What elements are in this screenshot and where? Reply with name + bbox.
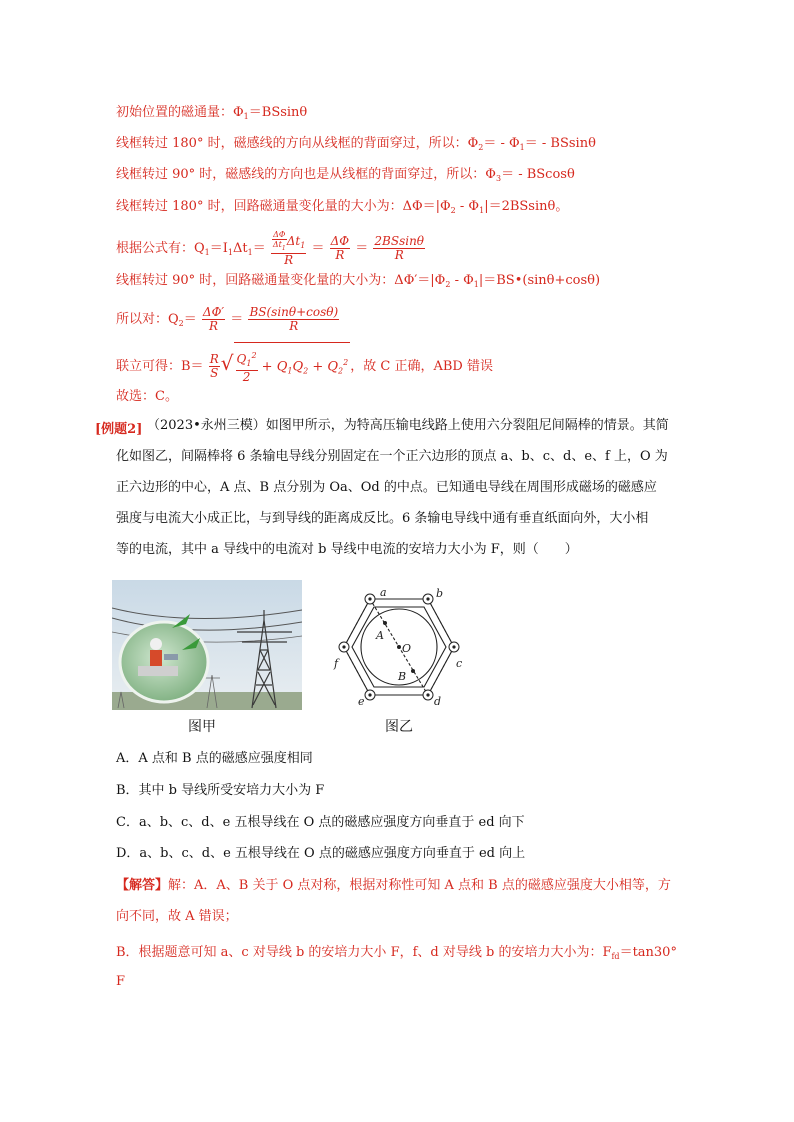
fraction-result-2: $\frac{BS(\sin\theta+\cos\theta)}{R}$ [249,305,339,333]
solution-line-2: 线框转过 180° 时，磁感线的方向从线框的背面穿过，所以：$\Phi_2= - \Phi_1= - BSsin\theta$ [116,136,596,152]
label-d: d [434,695,442,708]
option-a: A．A 点和 B 点的磁感应强度相同 [116,751,313,766]
answer-line-4: F [116,974,126,989]
fraction-r-over-s: $\frac{R}{S}$ [209,352,219,381]
transmission-line-photo [112,580,302,710]
label-b: b [436,587,444,600]
solution-line-7-formula: 所以对：$Q_2=$ $\frac{\Delta\Phi'}{R}$ ＝ $\frac{BS(\sin\theta+\cos\theta)}{R}$ [116,305,339,333]
answer-line-2: 向不同，故 A 错误； [116,909,238,924]
solution-line-3: 线框转过 90° 时，磁感线的方向也是从线框的背面穿过，所以：$\Phi_3= - BScos\theta$ [116,167,575,183]
solution-line-1: 初始位置的磁通量：$\Phi_1=BSsin\theta$ [116,105,308,121]
label-c: c [456,657,463,670]
option-b: B．其中 b 导线所受安培力大小为 F [116,783,325,798]
sqrt-expression: $\frac{Q_1^2}{2}$ + $Q_1Q_2 + Q_2^2$ [234,342,351,391]
fraction-flux-prime: $\frac{\Delta\Phi'}{R}$ [202,305,225,333]
hexagon-diagram [330,585,465,710]
caption-figure-a: 图甲 [188,719,216,735]
label-a: a [380,586,387,599]
option-d: D．a、b、c、d、e 五根导线在 O 点的磁感应强度方向垂直于 ed 向上 [116,846,526,861]
label-A: A [376,629,384,642]
label-B: B [398,670,407,683]
fraction-current: $\frac{\Delta\Phi}{\Delta t_1}$ $\Delta t_1$ R [272,230,306,267]
question-line-2: 化如图乙，间隔棒将 6 条输电导线分别固定在一个正六边形的顶点 a、b、c、d、e、f 上，O 为 [116,449,668,464]
option-c: C．a、b、c、d、e 五根导线在 O 点的磁感应强度方向垂直于 ed 向下 [116,815,525,830]
question-line-5: 等的电流，其中 a 导线中的电流对 b 导线中电流的安培力大小为 F，则（ ） [116,542,578,557]
answer-line-3: B．根据题意可知 a、c 对导线 b 的安培力大小 F，f、d 对导线 b 的安培力大小为：$F_{fd}=\tan 30^\circ$ [116,945,677,961]
solution-line-9: 故选：C。 [116,389,178,404]
label-f: f [334,657,339,670]
answer-tag: 【解答】 [116,878,169,893]
caption-figure-b: 图乙 [385,719,413,735]
fraction-flux: $\frac{\Delta\Phi}{R}$ [330,234,350,262]
question-line-1: （2023•永州三模）如图甲所示，为特高压输电线路上使用六分裂阻尼间隔棒的情景。其简 [147,418,669,433]
example-label: [例题2] [95,422,143,437]
solution-line-6: 线框转过 90° 时，回路磁通量变化量的大小为：$\Delta\Phi'=|\Phi_2$ - $\Phi_1|=BS•(\sin\theta+\cos\theta)$ [116,273,601,289]
solution-line-8-formula: 联立可得：B＝ $\frac{R}{S}$ √ $\frac{Q_1^2}{2}$ + $Q_1Q_2 + Q_2^2$ ，故 C 正确，ABD 错误 [116,342,493,391]
solution-line-4: 线框转过 180° 时，回路磁通量变化量的大小为：$\Delta\Phi=|\Phi_2 - \Phi_1|=2BSsin\theta$。 [116,199,569,215]
label-O: O [402,642,412,655]
label-e: e [358,695,365,708]
fraction-result-1: $\frac{2BSsin\theta}{R}$ [374,234,425,262]
solution-line-5-formula: 根据公式有：$Q_1=I_1\Delta t_1=$ $\frac{\Delta\Phi}{\Delta t_1}$ $\Delta t_1$ R ＝ $\frac{\Delta\Phi}{R}$ ＝ $\frac{2BSsin\theta}{R}$ [116,230,425,267]
question-line-3: 正六边形的中心，A 点、B 点分别为 Oa、Od 的中点。已知通电导线在周围形成磁场的磁感应 [116,480,657,495]
answer-line-1: 【解答】解：A．A、B 关于 O 点对称，根据对称性可知 A 点和 B 点的磁感应强度大小相等，方 [116,878,671,893]
question-line-4: 强度与电流大小成正比，与到导线的距离成反比。6 条输电导线中通有垂直纸面向外，大小相 [116,511,649,526]
